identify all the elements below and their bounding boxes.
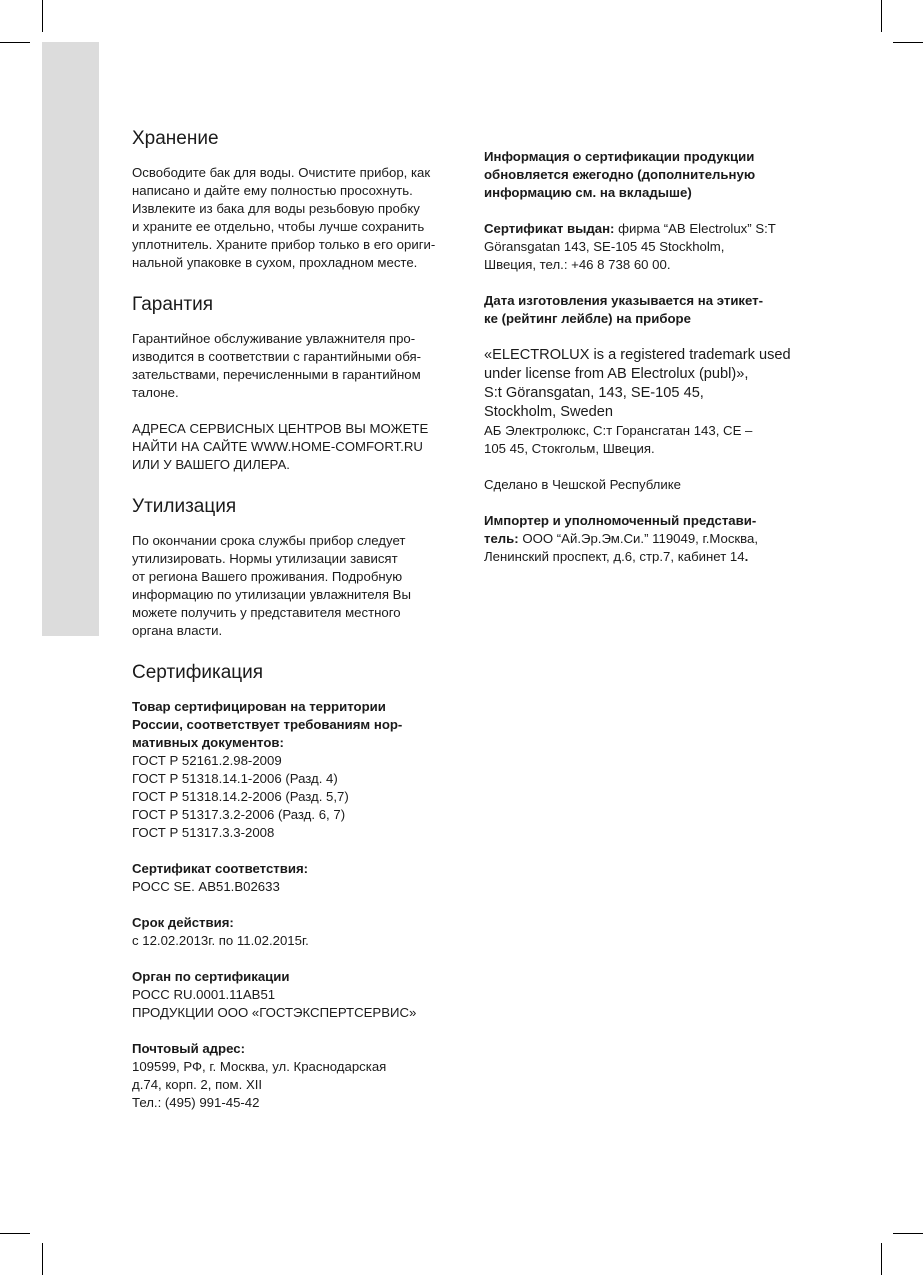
left-column: [132, 128, 472, 1112]
crop-mark: [893, 42, 923, 43]
cert-info-note: Информация о сертификации продукции обновляется ежегодно (дополнительную информацию см. на вкладыше): [484, 149, 756, 200]
made-in-country: Сделано в Чешской Республике: [484, 477, 681, 492]
storage-heading: Хранение: [132, 128, 219, 149]
gray-side-tab: [42, 42, 99, 636]
warranty-text: Гарантийное обслуживание увлажнителя про- изводится в соответствии с гарантийными обя- зательствами, перечисленными в гарантийном талоне.: [132, 331, 422, 400]
certification-intro: Товар сертифицирован на территории России, соответствует требованиям нор- мативных документов:: [132, 699, 403, 750]
storage-text: Освободите бак для воды. Очистите прибор, как написано и дайте ему полностью просохнуть. Извлеките из бака для воды резьбовую пробку и храните ее отдельно, чтобы лучше сохранить уплотнитель. Храните прибор только в его ориги- нальной упаковке в сухом, прохладном месте.: [132, 165, 436, 270]
disposal-text: По окончании срока службы прибор следует утилизировать. Нормы утилизации зависят от региона Вашего проживания. Подробную информацию по утилизации увлажнителя Вы можете получить у представителя местного органа власти.: [132, 533, 411, 638]
crop-mark: [881, 1243, 882, 1275]
validity-label: Срок действия:: [132, 915, 234, 930]
crop-mark: [42, 1243, 43, 1275]
cert-issued-label: Сертификат выдан:: [484, 221, 615, 236]
postal-label: Почтовый адрес:: [132, 1041, 245, 1056]
cert-label: Сертификат соответствия:: [132, 861, 309, 876]
cert-body-value: РОСС RU.0001.11AB51 ПРОДУКЦИИ ООО «ГОСТЭКСПЕРТСЕРВИС»: [132, 987, 417, 1020]
trademark-notice-ru: АБ Электролюкс, С:т Горансгатан 143, СЕ – 105 45, Стокгольм, Швеция.: [484, 423, 753, 456]
cert-issued-value: фирма “AB Electrolux” S:T Göransgatan 143, SE-105 45 Stockholm, Швеция, тел.: +46 8 738 60 00.: [484, 221, 776, 272]
trademark-notice: «ELECTROLUX is a registered trademark used under license from AB Electrolux (publ)», S:t Göransgatan, 143, SE-105 45, Stockholm, Sweden: [484, 347, 791, 420]
crop-mark: [0, 1233, 30, 1234]
right-column: [484, 148, 824, 566]
crop-mark: [42, 0, 43, 32]
crop-mark: [0, 42, 30, 43]
importer-label: Импортер и уполномоченный представи- тель:: [484, 513, 757, 546]
crop-mark: [881, 0, 882, 32]
cert-value: РОСС SE. АВ51.В02633: [132, 879, 280, 894]
cert-issued: [484, 220, 824, 274]
cert-body-label: Орган по сертификации: [132, 969, 290, 984]
service-centers-text: АДРЕСА СЕРВИСНЫХ ЦЕНТРОВ ВЫ МОЖЕТЕ НАЙТИ НА САЙТЕ WWW.HOME-COMFORT.RU ИЛИ У ВАШЕГО ДИЛЕРА.: [132, 421, 429, 472]
warranty-heading: Гарантия: [132, 294, 214, 315]
disposal-heading: Утилизация: [132, 496, 237, 517]
importer: [484, 512, 824, 566]
importer-value: ООО “Ай.Эр.Эм.Си.” 119049, г.Москва, Ленинский проспект, д.6, стр.7, кабинет 14: [484, 531, 759, 564]
manufacture-date-note: Дата изготовления указывается на этикет- ке (рейтинг лейбле) на приборе: [484, 293, 764, 326]
certification-heading: Сертификация: [132, 662, 264, 683]
validity-value: с 12.02.2013г. по 11.02.2015г.: [132, 933, 309, 948]
postal-value: 109599, РФ, г. Москва, ул. Краснодарская д.74, корп. 2, пом. XII Тел.: (495) 991-45-42: [132, 1059, 387, 1110]
crop-mark: [893, 1233, 923, 1234]
importer-end: .: [744, 549, 749, 564]
standards-list: ГОСТ Р 52161.2.98-2009 ГОСТ Р 51318.14.1-2006 (Разд. 4) ГОСТ Р 51318.14.2-2006 (Разд. 5,7) ГОСТ Р 51317.3.2-2006 (Разд. 6, 7) ГОСТ Р 51317.3.3-2008: [132, 753, 349, 840]
